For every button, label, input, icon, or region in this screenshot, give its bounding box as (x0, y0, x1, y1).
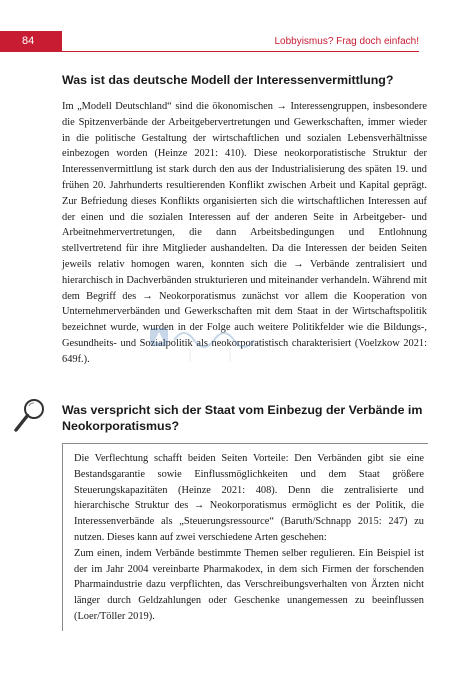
section-heading-2: Was verspricht sich der Staat vom Einbezug der Verbände im Neokorporatismus? (62, 403, 423, 433)
section-paragraph-3: Zum einen, indem Verbände bestimmte Themen selber regulieren. Ein Beispiel ist der im Jahr 2004 vereinbarte Pharmakodex, in dem sich Firmen der forschenden Pharmaindustrie dazu verpflichten, das Verschreibungsverhalten von Ärzten nicht länger durch Geldzahlungen oder Geschenke unangemessen zu beeinflussen (Loer/Töller 2019). (74, 547, 424, 622)
running-title: Lobbyismus? Frag doch einfach! (274, 36, 419, 47)
section-box-text (74, 451, 424, 625)
section-paragraph-1: Im „Modell Deutschland“ sind die ökonomischen → Interessengruppen, insbesondere die Spitzenverbände der Arbeitgebervertretungen und Gewerkschaften, immer wieder in die politische Gestaltung der wirtschaftlichen und sozialen Lebensverhältnisse einbezogen worden (Heinze 2021: 410). Diese neokorporatistische Struktur der Interessenvermittlung ist stark durch den aus der Industrialisierung des späten 19. und frühen 20. Jahrhunderts resultierenden Konflikt zwischen Arbeit und Kapital geprägt. Zur Befriedung dieses Konflikts organisierten sich die wirtschaftlichen Interessen auf der einen und die sozialen Interessen auf der anderen Seite in Arbeitgeber- und Arbeitnehmervertretungen, die dann Arbeitsbedingungen und Entlohnung stellvertretend für ihre Mitglieder aushandelten. Da die Interessen der beiden Seiten jeweils relativ homogen waren, konnten sich die → Verbände zentralisiert und hierarchisch in Dachverbänden strukturieren und miteinander verhandeln. Während mit dem Begriff des → Neokorporatismus zunächst vor allem die Kooperation von Unternehmerverbänden und Gewerkschaften mit dem Staat in der Wirtschaftspolitik bezeichnet wurde, wurden in der Folge auch weitere Politikfelder wie die Bildungs-, Gesundheits- und Sozialpolitik als neokorporatistisch charakterisiert (Voelzkow 2021: 649f.). (62, 101, 427, 365)
section-paragraph-2: Die Verflechtung schafft beiden Seiten Vorteile: Den Verbänden gibt sie eine Bestandsgarantie sowie Einflussmöglichkeiten und dem Staat größere Steuerungskapazitäten (Heinze 2021: 408). Denn die zentralisierte und hierarchische Struktur des → Neokorporatismus ermöglicht es der Politik, die Interessenverbände als „Steuerungsressource“ (Baruth/Schnapp 2015: 247) zu nutzen. Dieses kann auf zwei verschiedene Arten geschehen: (74, 453, 424, 543)
section-heading-1: Was ist das deutsche Modell der Interessenvermittlung? (62, 73, 394, 87)
page-number: 84 (0, 31, 62, 52)
magnifier-icon (12, 396, 48, 436)
header-rule (62, 51, 419, 52)
